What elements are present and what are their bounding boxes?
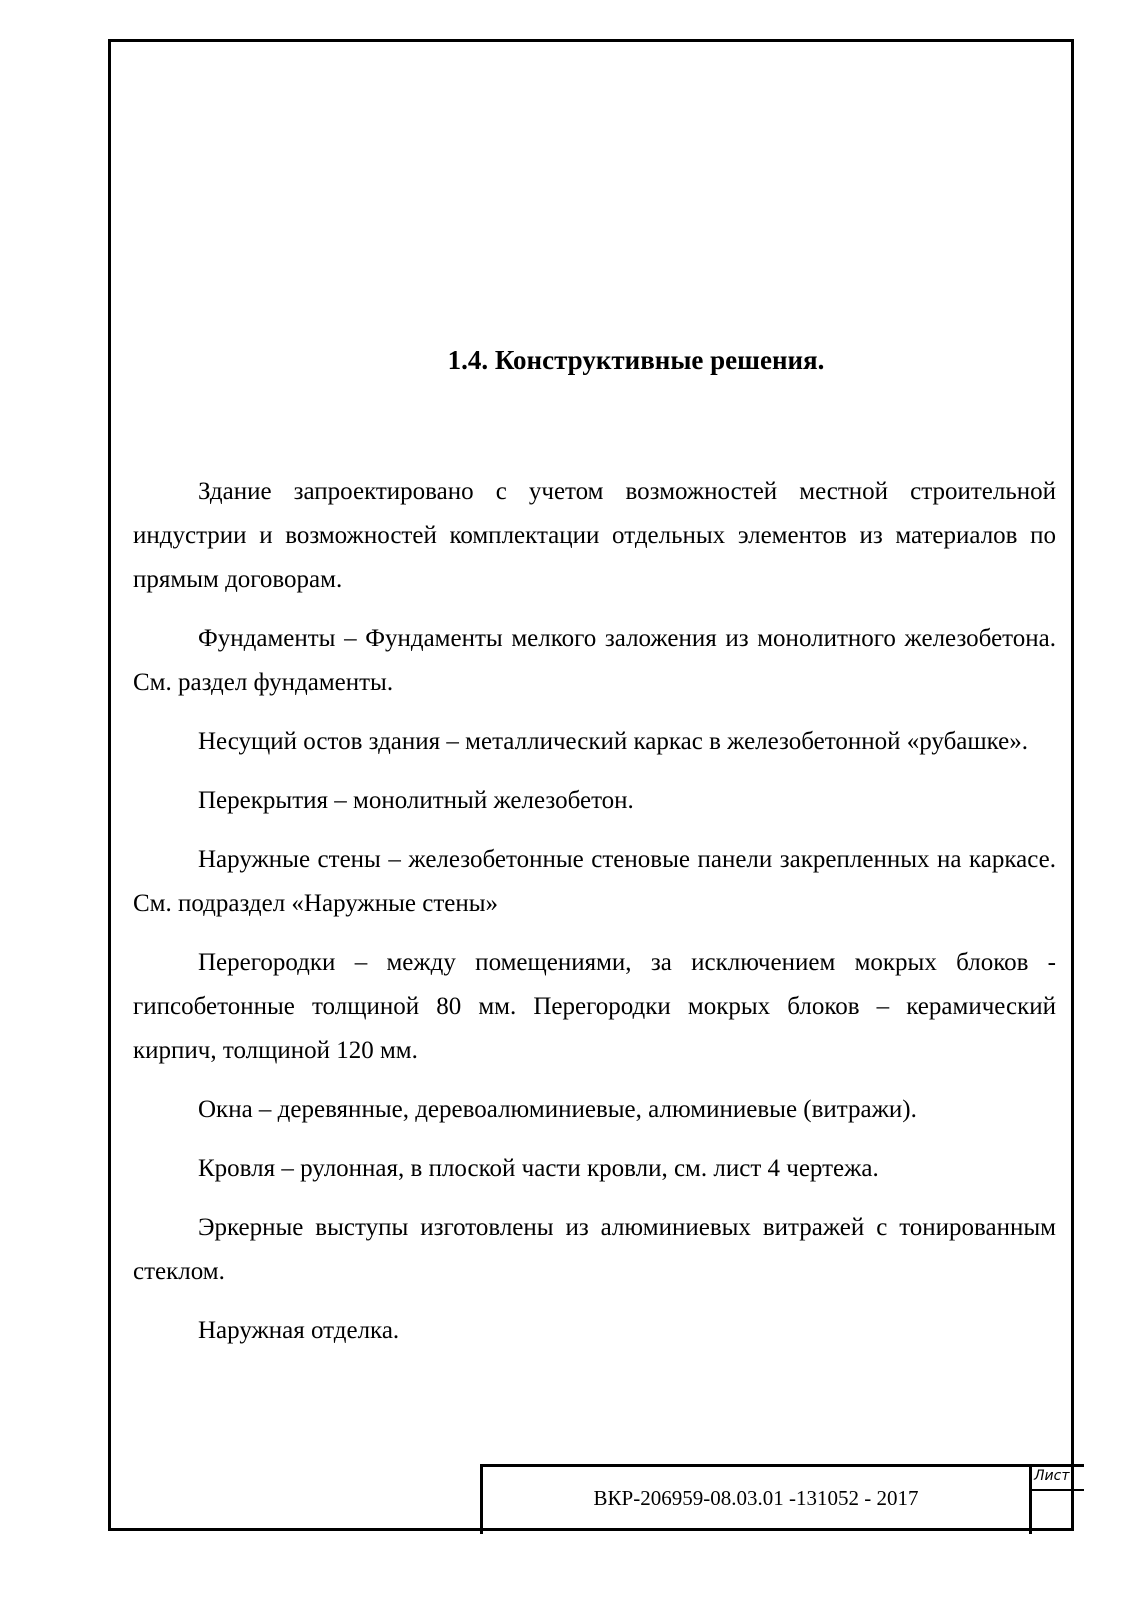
- paragraph-floors: Перекрытия – монолитный железобетон.: [198, 787, 634, 814]
- paragraph-exterior-finish: Наружная отделка.: [198, 1317, 400, 1344]
- paragraph-building: Здание запроектировано с учетом возможностей местной строительной индустрии и возможностей комплектации отдельных элементов из материалов по прямым договорам.: [133, 478, 1056, 593]
- sheet-cell-rule: [1029, 1489, 1084, 1491]
- paragraph-windows: Окна – деревянные, деревоалюминиевые, алюминиевые (витражи).: [198, 1096, 917, 1123]
- document-code: ВКР-206959-08.03.01 -131052 - 2017: [593, 1486, 919, 1510]
- paragraph-exterior-walls: Наружные стены – железобетонные стеновые панели закрепленных на каркасе. См. подраздел «Наружные стены»: [133, 846, 1056, 917]
- section-heading: 1.4. Конструктивные решения.: [447, 345, 825, 375]
- paragraph-frame: Несущий остов здания – металлический каркас в железобетонной «рубашке».: [198, 728, 1029, 755]
- paragraph-bay-windows: Эркерные выступы изготовлены из алюминиевых витражей с тонированным стеклом.: [133, 1214, 1056, 1285]
- body-text: [133, 470, 1056, 1368]
- paragraph-foundations: Фундаменты – Фундаменты мелкого заложения из монолитного железобетона. См. раздел фундаменты.: [133, 625, 1056, 696]
- title-block-divider: [1029, 1464, 1032, 1534]
- sheet-label: Лист: [1034, 1468, 1070, 1484]
- title-block-top-rule: [480, 1464, 1084, 1467]
- paragraph-roof: Кровля – рулонная, в плоской части кровли, см. лист 4 чертежа.: [198, 1155, 879, 1182]
- paragraph-partitions: Перегородки – между помещениями, за исключением мокрых блоков - гипсобетонные толщиной 80 мм. Перегородки мокрых блоков – керамический кирпич, толщиной 120 мм.: [133, 949, 1056, 1064]
